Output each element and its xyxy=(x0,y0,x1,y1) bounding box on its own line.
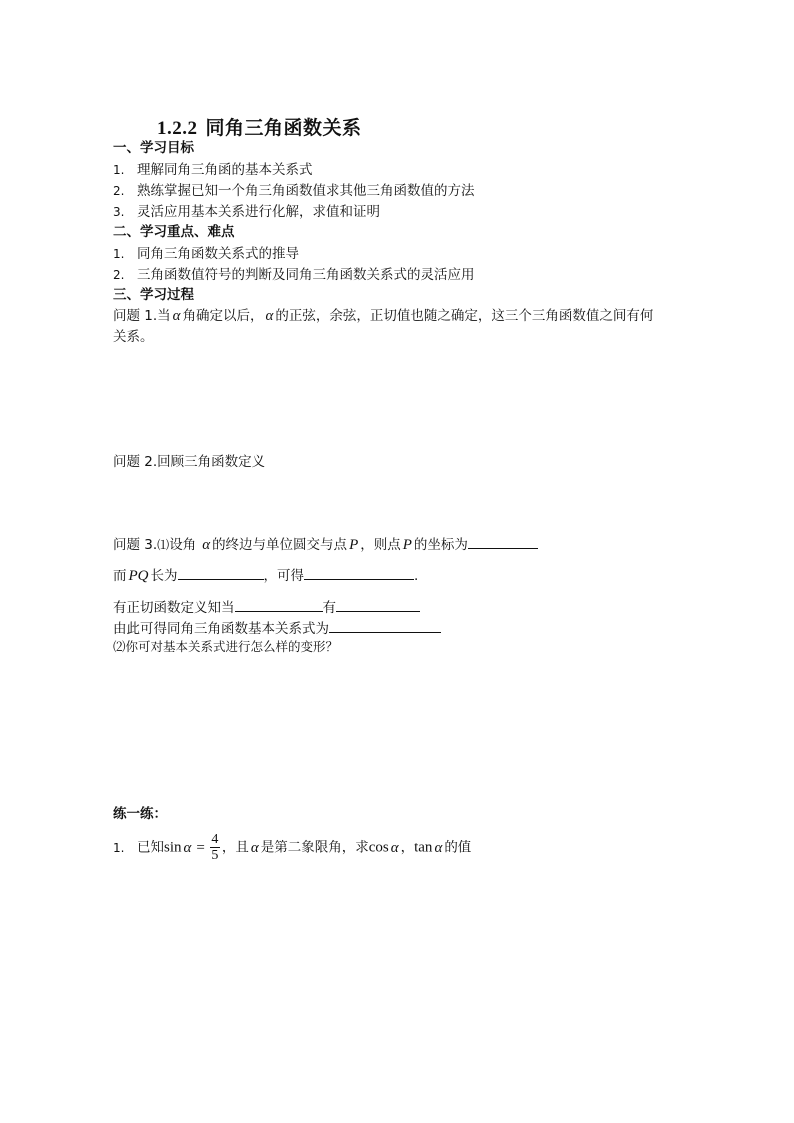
section-heading-objectives: 一、学习目标 xyxy=(113,140,194,156)
title-text: 同角三角函数关系 xyxy=(205,117,362,139)
practice-heading: 练一练： xyxy=(113,806,167,822)
answer-blank[interactable] xyxy=(178,565,264,580)
list-item: 2. 三角函数值符号的判断及同角三角函数关系式的灵活应用 xyxy=(113,267,475,283)
list-item: 2. 熟练掌握已知一个角三角函数值求其他三角函数值的方法 xyxy=(113,183,475,199)
question-3-line2: 而 PQ 长为 ，可得 . xyxy=(113,565,418,586)
answer-blank[interactable] xyxy=(329,618,441,633)
list-item: 1. 理解同角三角函的基本关系式 xyxy=(113,162,313,178)
answer-blank[interactable] xyxy=(468,534,538,549)
answer-blank[interactable] xyxy=(336,597,420,612)
practice-item-1: 1. 已知sin α = $\frac{4}{5}$ ，且 α 是第二象限角，求cos α ，tan α 的值 xyxy=(113,832,472,863)
question-3: 问题 3.⑴设角 α 的终边与单位圆交与点 P ，则点 P 的坐标为 xyxy=(113,534,538,555)
question-1: 问题 1.当 α 角确定以后， α 的正弦，余弦，正切值也随之确定，这三个三角函数值之间有何 xyxy=(113,308,654,324)
section-heading-process: 三、学习过程 xyxy=(113,287,194,303)
title-number: 1.2.2 xyxy=(157,118,198,139)
question-3-part2: ⑵你可对基本关系式进行怎么样的变形？ xyxy=(113,639,339,654)
question-1-line2: 关系。 xyxy=(113,329,154,345)
answer-blank[interactable] xyxy=(235,597,323,612)
section-heading-key-points: 二、学习重点、难点 xyxy=(113,224,235,240)
list-item: 3. 灵活应用基本关系进行化解，求值和证明 xyxy=(113,204,380,220)
list-item: 1. 同角三角函数关系式的推导 xyxy=(113,246,299,262)
page-title xyxy=(157,113,362,140)
answer-blank[interactable] xyxy=(304,565,414,580)
question-2: 问题 2.回顾三角函数定义 xyxy=(113,454,266,470)
fraction: $\frac{4}{5}$ xyxy=(211,832,219,863)
question-3-line3: 有正切函数定义知当 有 xyxy=(113,597,420,618)
question-3-line4: 由此可得同角三角函数基本关系式为 xyxy=(113,618,441,639)
